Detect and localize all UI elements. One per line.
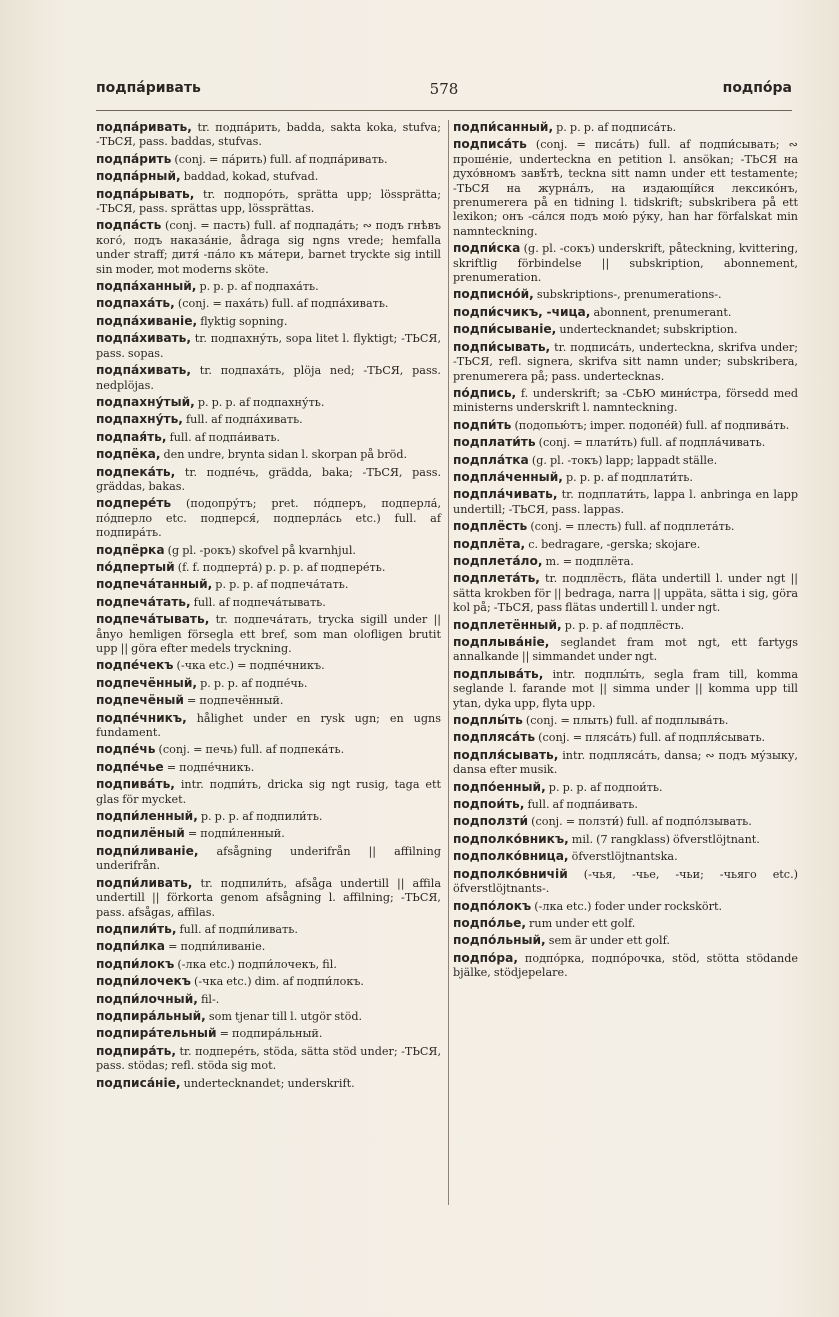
- entry-definition: baddad, kokad, stufvad.: [183, 170, 319, 184]
- entry-headword: подпёка,: [96, 447, 161, 462]
- entry-definition: (-чья, -чье, -чьи; -чьяго etc.) öfverstlöjtnants-.: [453, 867, 798, 896]
- dictionary-entry: [453, 797, 798, 812]
- dictionary-entry: [453, 435, 798, 450]
- entry-definition: full. af подпеча́тывать.: [193, 595, 326, 609]
- entry-definition: (conj. = па́рить) full. af подпа́ривать.: [174, 152, 388, 166]
- entry-headword: подплыва́ть,: [453, 666, 544, 681]
- entry-headword: подпе́чникъ,: [96, 710, 187, 725]
- dictionary-entry: [96, 543, 441, 558]
- entry-headword: подпи́лка: [96, 939, 166, 954]
- entry-headword: подпи́локъ: [96, 956, 175, 971]
- entry-headword: подпека́ть,: [96, 464, 176, 479]
- dictionary-entry: [453, 618, 798, 633]
- dictionary-entry: [96, 169, 441, 184]
- entry-definition: flyktig sopning.: [200, 314, 288, 328]
- entry-definition: f. underskrift; за -СЬЮ мини́стра, försedd med ministerns underskrift l. namnteckning.: [453, 386, 798, 415]
- dictionary-entry: [453, 635, 798, 665]
- entry-headword: подпи́санный,: [453, 120, 554, 134]
- dictionary-entry: [96, 465, 441, 495]
- entry-headword: подпе́чье: [96, 759, 164, 774]
- dictionary-entry: [96, 331, 441, 361]
- entry-headword: подпо́енный,: [453, 779, 546, 794]
- entry-headword: подпа́хивать,: [96, 363, 192, 378]
- entry-definition: intr. подплы́ть, segla fram till, komma seglande l. farande mot || simma under || komma upp till ytan, dyka upp, flyta upp.: [453, 667, 799, 710]
- entry-headword: подпои́ть,: [453, 797, 525, 812]
- entry-definition: tr. подпеча́тать, trycka sigill under || ånyo hemligen försegla ett bref, som man olofligen brutit upp || göra efter medels tryckning.: [96, 613, 441, 655]
- entry-headword: подписа́ніе,: [96, 1075, 181, 1090]
- entry-headword: подпо́ра,: [453, 950, 519, 965]
- entry-headword: подпо́льный,: [453, 933, 546, 948]
- entry-definition: intr. подпи́ть, dricka sig ngt rusig, taga ett glas för mycket.: [96, 778, 441, 806]
- dictionary-entry: [96, 711, 441, 741]
- entry-definition: p. p. p. af подпе́чь.: [200, 676, 308, 690]
- entry-definition: (conj. = паха́ть) full. af подпа́хивать.: [177, 297, 389, 311]
- dictionary-entry: [453, 418, 798, 433]
- dictionary-entry: [453, 780, 798, 795]
- entry-definition: full. af подпа́хивать.: [185, 413, 303, 427]
- entry-definition: (f. f. подперта́) p. p. p. af подпере́ть.: [177, 560, 386, 574]
- dictionary-entry: [96, 218, 441, 277]
- entry-headword: подплета́ло,: [453, 553, 543, 568]
- dictionary-entry: [96, 412, 441, 427]
- entry-headword: подпи́ска: [453, 241, 521, 256]
- entry-definition: den undre, brynta sidan l. skorpan på bröd.: [163, 448, 408, 462]
- entry-headword: подпляса́ть: [453, 730, 536, 745]
- dictionary-entry: [453, 470, 798, 485]
- dictionary-entry: [96, 612, 441, 656]
- entry-definition: (-лка etc.) подпи́лочекъ, fil.: [177, 957, 337, 971]
- entry-definition: = подпечённый.: [187, 694, 284, 708]
- entry-headword: подпла́ченный,: [453, 469, 563, 484]
- entry-headword: подпла́чивать,: [453, 487, 558, 502]
- entry-definition: mil. (7 rangklass) öfverstlöjtnant.: [571, 832, 760, 846]
- dictionary-entry: [453, 713, 798, 728]
- entry-headword: подпёрка: [96, 542, 165, 557]
- entry-headword: подпа́рить: [96, 151, 172, 166]
- dictionary-entry: [96, 1044, 441, 1074]
- dictionary-entry: [453, 667, 798, 711]
- entry-definition: tr. подпили́ть, afsåga undertill || affila undertill || förkorta genom afsågning l. affilning; -ТЬСЯ, pass. afsågas, affilas.: [96, 876, 441, 919]
- dictionary-entry: [453, 322, 798, 337]
- entry-definition: full. af подпа́ивать.: [169, 430, 281, 444]
- dictionary-entry: [453, 137, 798, 239]
- entry-headword: подпа́рывать,: [96, 186, 195, 201]
- entry-definition: (-лка etc.) foder under rockskört.: [534, 899, 723, 913]
- entry-definition: (подопью́тъ; imper. подопе́й) full. af подпива́ть.: [514, 418, 790, 432]
- entry-headword: подписно́й,: [453, 287, 534, 302]
- entry-definition: tr. подпере́ть, stöda, sätta stöd under; -ТЬСЯ, pass. stödas; refl. stöda sig mot.: [96, 1044, 442, 1073]
- dictionary-entry: [453, 899, 798, 914]
- dictionary-entry: [96, 826, 441, 841]
- entry-headword: подпля́сывать,: [453, 747, 559, 762]
- entry-headword: подпечёный: [96, 693, 184, 708]
- dictionary-entry: [96, 922, 441, 937]
- entry-headword: подпа́хивать,: [96, 331, 192, 346]
- dictionary-entry: [453, 305, 798, 320]
- entry-headword: подпира́ть,: [96, 1043, 176, 1058]
- entry-headword: подпива́ть,: [96, 777, 175, 792]
- dictionary-entry: [453, 849, 798, 864]
- entry-headword: подпла́тка: [453, 452, 529, 467]
- entry-headword: подпи́лочекъ: [96, 974, 191, 989]
- dictionary-entry: [96, 1026, 441, 1041]
- dictionary-entry: [96, 693, 441, 708]
- entry-definition: full. af подпи́ливать.: [179, 922, 298, 936]
- entry-headword: подпи́ливать,: [96, 875, 193, 890]
- dictionary-entry: [453, 916, 798, 931]
- entry-definition: hålighet under en rysk ugn; en ugns fundament.: [96, 711, 441, 740]
- entry-definition: som tjenar till l. utgör stöd.: [208, 1009, 363, 1023]
- entry-headword: подпаха́ть,: [96, 296, 175, 311]
- entry-definition: (conj. = плати́ть) full. af подпла́чивать.: [538, 436, 766, 450]
- entry-headword: подпи́сываніе,: [453, 322, 557, 337]
- dictionary-entry: [453, 537, 798, 552]
- dictionary-entry: [96, 992, 441, 1007]
- entry-headword: подплы́ть: [453, 713, 523, 728]
- dictionary-entry: [96, 876, 441, 920]
- entry-definition: undertecknandet; underskrift.: [183, 1076, 355, 1090]
- entry-definition: c. bedragare, -gerska; skojare.: [528, 537, 701, 551]
- entry-headword: подпечённый,: [96, 675, 197, 690]
- dictionary-entry: [453, 814, 798, 829]
- entry-definition: seglandet fram mot ngt, ett fartygs annalkande || simmandet under ngt.: [453, 636, 798, 664]
- page-header: [96, 80, 792, 104]
- entry-definition: (conj. = плыть) full. af подплыва́ть.: [525, 714, 729, 728]
- entry-headword: подпахну́тый,: [96, 394, 195, 409]
- entry-headword: подполко́вничій: [453, 866, 568, 881]
- entry-definition: subskriptions-, prenumerations-.: [536, 288, 722, 302]
- entry-definition: p. p. p. af подпили́ть.: [200, 810, 323, 824]
- entry-headword: подплёсть: [453, 519, 528, 534]
- dictionary-entry: [96, 395, 441, 410]
- entry-definition: (-чка etc.) dim. af подпи́локъ.: [194, 975, 364, 989]
- entry-definition: подпо́рка, подпо́рочка, stöd, stötta stödande bjälke, stödjepelare.: [453, 951, 798, 980]
- dictionary-entry: [96, 187, 441, 217]
- entry-definition: p. p. p. af подпаха́ть.: [199, 280, 319, 294]
- entry-headword: подпеча́тывать,: [96, 612, 210, 627]
- entry-headword: подплёта,: [453, 536, 526, 551]
- entry-definition: = подпи́ленный.: [187, 827, 285, 841]
- dictionary-entry: [453, 748, 798, 778]
- dictionary-entry: [453, 287, 798, 302]
- dictionary-entry: [453, 453, 798, 468]
- entry-headword: подпилёный: [96, 826, 185, 841]
- entry-headword: подпи́сывать,: [453, 339, 551, 354]
- entry-headword: подпа́хиваніе,: [96, 313, 198, 328]
- dictionary-entry: [453, 519, 798, 534]
- entry-definition: (conj. = пляса́ть) full. af подпля́сывать.: [538, 731, 766, 745]
- entry-definition: (-чка etc.) = подпе́чникъ.: [176, 659, 325, 673]
- dictionary-entry: [96, 560, 441, 575]
- entry-definition: (conj. = пасть) full. af подпада́ть; ∾ подъ гнѣвъ кого́, подъ наказа́ніе, ådraga sig ngns vrede; hemfalla under straff; дитя́ -па́ло къ ма́тери, barnet tryckte sig intill sin moder, mot moderns sköte.: [96, 219, 441, 276]
- entry-headword: подплетённый,: [453, 617, 562, 632]
- right-column: [453, 120, 798, 983]
- dictionary-entry: [96, 447, 441, 462]
- entry-headword: подплати́ть: [453, 435, 536, 450]
- dictionary-entry: [96, 742, 441, 757]
- entry-headword: по́дпись,: [453, 385, 517, 400]
- entry-headword: подпа́ханный,: [96, 279, 197, 294]
- entry-definition: m. = подплёта.: [545, 554, 634, 568]
- dictionary-entry: [96, 595, 441, 610]
- dictionary-entry: [453, 867, 798, 897]
- entry-headword: подписа́ть: [453, 137, 527, 152]
- entry-definition: tr. подплёсть, fläta undertill l. under ngt || sätta krokben för || bedraga, narra || uppäta, sätta i sig, göra kol på; -ТЬСЯ, pass flätas undertill l. under ngt.: [453, 572, 798, 615]
- dictionary-entry: [453, 933, 798, 948]
- dictionary-entry: [96, 1076, 441, 1091]
- entry-headword: подплета́ть,: [453, 571, 540, 586]
- dictionary-entry: [96, 1009, 441, 1024]
- entry-definition: afsågning underifrån || affilning underifrån.: [96, 844, 441, 873]
- entry-definition: undertecknandet; subskription.: [559, 323, 738, 337]
- entry-headword: подполко́вникъ,: [453, 831, 569, 846]
- entry-headword: подпере́ть: [96, 496, 172, 511]
- entry-definition: (conj. = печь) full. af подпека́ть.: [158, 743, 345, 757]
- entry-headword: подпира́тельный: [96, 1026, 217, 1041]
- dictionary-entry: [96, 496, 441, 540]
- entry-definition: tr. подплати́ть, lappa l. anbringa en lapp undertill; -ТЬСЯ, pass. lappas.: [453, 488, 798, 516]
- dictionary-entry: [96, 777, 441, 807]
- entry-headword: подпая́ть,: [96, 429, 167, 444]
- dictionary-entry: [453, 120, 798, 135]
- entry-definition: tr. подпе́чь, grädda, baka; -ТЬСЯ, pass. gräddas, bakas.: [96, 465, 441, 493]
- entry-headword: по́дпертый: [96, 559, 175, 574]
- entry-definition: p. p. p. af подплёсть.: [564, 618, 685, 632]
- entry-definition: (подопру́тъ; pret. по́дперъ, подперла́, по́дперло etc. подперся́, подперла́сь etc.) full. af подпира́ть.: [96, 497, 441, 540]
- dictionary-entry: [453, 241, 798, 285]
- entry-headword: подползти́: [453, 814, 529, 829]
- entry-definition: sem är under ett golf.: [548, 934, 670, 948]
- column-separator: [448, 120, 449, 1205]
- entry-headword: подпе́чекъ: [96, 658, 174, 673]
- dictionary-entry: [96, 809, 441, 824]
- entry-headword: подпа́рный,: [96, 169, 181, 184]
- entry-definition: (conj. = писа́ть) full. af подпи́сывать; ∾ проше́ніе, underteckna en petition l. ansökan; -ТЬСЯ на духо́вномъ завѣ́тѣ, teckna sitt namn under ett testamente; -ТЬСЯ на журна́лъ, на издающі́йся лексико́нъ, prenumerera på en tidning l. tidskrift; subskribera på ett lexikon; онъ -са́лся подъ мою́ ру́ку, han har förfalskat min namnteckning.: [453, 138, 798, 238]
- entry-headword: подпахну́ть,: [96, 412, 183, 427]
- entry-headword: подпи́ть: [453, 417, 512, 432]
- dictionary-entry: [96, 957, 441, 972]
- entry-headword: подпо́локъ: [453, 898, 532, 913]
- entry-headword: подпи́ленный,: [96, 809, 198, 824]
- dictionary-entry: [96, 974, 441, 989]
- entry-definition: (conj. = плесть) full. af подплета́ть.: [530, 520, 735, 534]
- dictionary-entry: [96, 844, 441, 874]
- entry-definition: p. p. p. af подпои́ть.: [548, 780, 663, 794]
- entry-definition: tr. подписа́ть, underteckna, skrifva under; -ТЬСЯ, refl. signera, skrifva sitt namn under; subskribera, prenumerera på; pass. undertecknas.: [453, 340, 798, 383]
- dictionary-entry: [96, 658, 441, 673]
- entry-definition: (g pl. -рокъ) skofvel på kvarnhjul.: [167, 543, 356, 557]
- entry-headword: подполко́вница,: [453, 849, 569, 864]
- entry-definition: full. af подпа́ивать.: [527, 798, 638, 812]
- dictionary-entry: [96, 760, 441, 775]
- header-left-guideword: подпа́ривать: [96, 80, 201, 96]
- entry-headword: подпеча́танный,: [96, 577, 213, 592]
- dictionary-entry: [453, 832, 798, 847]
- entry-definition: p. p. p. af подпахну́ть.: [197, 395, 325, 409]
- entry-headword: подпа́сть: [96, 218, 162, 233]
- entry-headword: подпили́ть,: [96, 921, 177, 936]
- entry-definition: = подпе́чникъ.: [166, 760, 255, 774]
- entry-definition: abonnent, prenumerant.: [593, 305, 732, 319]
- header-right-guideword: подпо́ра: [722, 80, 792, 96]
- entry-definition: = подпи́ливаніе.: [168, 940, 266, 954]
- entry-headword: подпира́льный,: [96, 1008, 206, 1023]
- header-rule: [96, 110, 792, 111]
- entry-headword: подпе́чь: [96, 742, 156, 757]
- entry-definition: fil-.: [200, 992, 220, 1006]
- entry-definition: tr. подпахну́ть, sopa litet l. flyktigt; -ТЬСЯ, pass. sopas.: [96, 332, 441, 360]
- left-column: [96, 120, 441, 1093]
- entry-definition: intr. подпляса́ть, dansa; ∾ подъ му́зыку, dansa efter musik.: [453, 748, 798, 777]
- entry-definition: (conj. = ползти́) full. af подпо́лзывать.: [531, 815, 752, 829]
- entry-headword: подпеча́тать,: [96, 594, 191, 609]
- entry-headword: подпи́счикъ, -чица,: [453, 304, 591, 319]
- dictionary-entry: [96, 152, 441, 167]
- entry-headword: подпа́ривать,: [96, 120, 192, 134]
- page-number: 578: [429, 80, 459, 98]
- dictionary-entry: [96, 676, 441, 691]
- entry-definition: tr. подпа́рить, badda, sakta koka, stufva; -ТЬСЯ, pass. baddas, stufvas.: [96, 121, 441, 149]
- dictionary-entry: [96, 279, 441, 294]
- dictionary-entry: [96, 430, 441, 445]
- entry-definition: p. p. p. af подплати́ть.: [565, 470, 693, 484]
- dictionary-entry: [96, 314, 441, 329]
- dictionary-entry: [96, 120, 441, 150]
- entry-headword: подпи́лочный,: [96, 991, 198, 1006]
- entry-definition: tr. подпаха́ть, plöja ned; -ТЬСЯ, pass. nedplöjas.: [96, 364, 441, 392]
- dictionary-entry: [96, 363, 441, 393]
- entry-definition: (g. pl. -токъ) lapp; lappadt ställe.: [531, 453, 718, 467]
- dictionary-entry: [453, 554, 798, 569]
- entry-definition: = подпира́льный.: [219, 1027, 323, 1041]
- dictionary-entry: [453, 951, 798, 981]
- dictionary-entry: [96, 939, 441, 954]
- dictionary-entry: [453, 730, 798, 745]
- entry-headword: подплыва́ніе,: [453, 635, 550, 649]
- dictionary-entry: [96, 296, 441, 311]
- entry-definition: p. p. p. af подписа́ть.: [556, 121, 677, 134]
- entry-definition: tr. подпоро́ть, sprätta upp; lössprätta; -ТЬСЯ, pass. sprättas upp, lössprättas.: [96, 187, 442, 216]
- dictionary-entry: [453, 487, 798, 517]
- dictionary-entry: [96, 577, 441, 592]
- entry-definition: (g. pl. -сокъ) underskrift, påteckning, kvittering, skriftlig förbindelse || subskription, abonnement, prenumeration.: [453, 242, 798, 285]
- dictionary-entry: [453, 340, 798, 384]
- entry-definition: öfverstlöjtnantska.: [571, 850, 678, 864]
- dictionary-entry: [453, 386, 798, 416]
- entry-headword: подпи́ливаніе,: [96, 843, 199, 858]
- entry-definition: p. p. p. af подпеча́тать.: [215, 578, 349, 592]
- entry-definition: rum under ett golf.: [529, 916, 636, 930]
- entry-headword: подпо́лье,: [453, 915, 526, 930]
- dictionary-entry: [453, 571, 798, 615]
